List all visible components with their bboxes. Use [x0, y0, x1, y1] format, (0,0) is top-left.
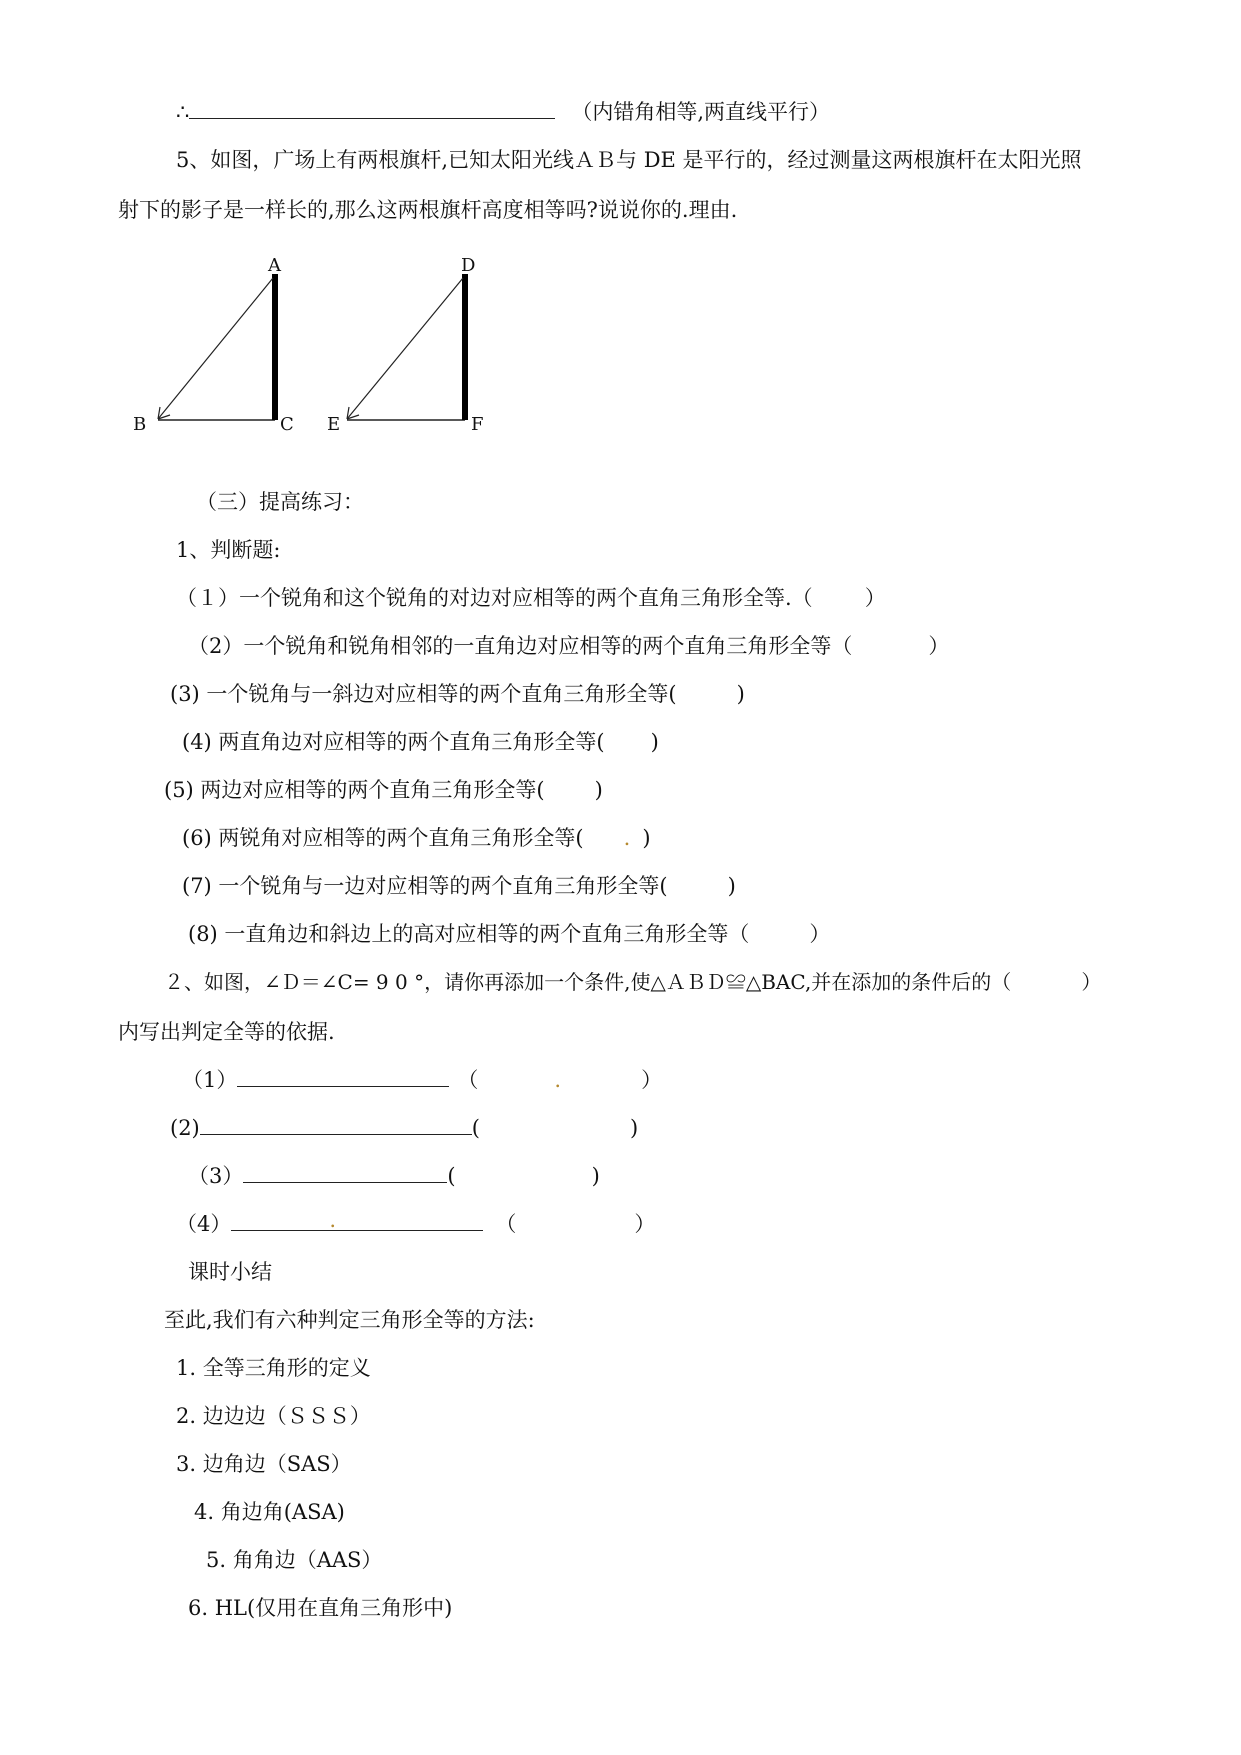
label-c: C	[280, 414, 294, 435]
method-item: 1. 全等三角形的定义	[176, 1356, 371, 1380]
label-f: F	[471, 414, 484, 435]
judgement-title: 1、判断题:	[176, 538, 281, 562]
label-b: B	[133, 414, 147, 435]
judgement-item: (8) 一直角边和斜边上的高对应相等的两个直角三角形全等（ ）	[188, 922, 831, 946]
condition-row: (2) ( )	[170, 1116, 639, 1140]
therefore-symbol: ∴	[176, 100, 190, 124]
problem-5-line-2: 射下的影子是一样长的,那么这两根旗杆高度相等吗?说说你的.理由.	[118, 198, 738, 222]
judgement-item: （１）一个锐角和这个锐角的对边对应相等的两个直角三角形全等.（ ）	[176, 586, 886, 610]
condition-blank[interactable]	[200, 1114, 472, 1135]
label-a: A	[268, 255, 281, 276]
question-2-line-1: ２、如图，∠Ｄ＝∠C= 9 0 °，请你再添加一个条件,使△ＡＢＤ≌△BAC,并在添加的条件后的（ ）	[164, 970, 1102, 994]
summary-title: 课时小结	[188, 1260, 272, 1284]
question-2-line-2: 内写出判定全等的依据.	[118, 1020, 335, 1044]
sunray-de	[347, 278, 463, 419]
judgement-item: (4) 两直角边对应相等的两个直角三角形全等( )	[182, 730, 659, 754]
judgement-item: (3) 一个锐角与一斜边对应相等的两个直角三角形全等( )	[170, 682, 745, 706]
problem-5-line-1: 5、如图，广场上有两根旗杆,已知太阳光线ＡＢ与 DE 是平行的，经过测量这两根旗杆在太阳光照	[176, 148, 1082, 172]
method-item: 5. 角角边（AAS）	[206, 1548, 383, 1572]
judgement-item: (6) 两锐角对应相等的两个直角三角形全等( . )	[182, 826, 651, 850]
label-e: E	[327, 414, 341, 435]
sunray-ab	[158, 278, 273, 419]
condition-blank[interactable]: .	[231, 1210, 483, 1231]
condition-row: （4） . （ ）	[176, 1208, 656, 1236]
condition-blank[interactable]	[237, 1066, 449, 1087]
summary-intro: 至此,我们有六种判定三角形全等的方法:	[164, 1308, 535, 1332]
method-item: 6. HL(仅用在直角三角形中)	[188, 1596, 453, 1620]
condition-row: （3） ( )	[188, 1164, 600, 1188]
condition-blank[interactable]	[243, 1162, 447, 1183]
judgement-item: (5) 两边对应相等的两个直角三角形全等( )	[164, 778, 603, 802]
method-item: 2. 边边边（ＳＳＳ）	[176, 1404, 371, 1428]
condition-row: （1） （ . ）	[182, 1068, 663, 1092]
conclusion-reason: （内错角相等,两直线平行）	[571, 100, 831, 124]
judgement-item: （2）一个锐角和锐角相邻的一直角边对应相等的两个直角三角形全等（ ）	[188, 634, 950, 658]
method-item: 4. 角边角(ASA)	[194, 1500, 345, 1524]
label-d: D	[461, 255, 476, 276]
method-item: 3. 边角边（SAS）	[176, 1452, 352, 1476]
section-title: （三）提高练习：	[196, 490, 364, 514]
judgement-item: (7) 一个锐角与一边对应相等的两个直角三角形全等( )	[182, 874, 736, 898]
